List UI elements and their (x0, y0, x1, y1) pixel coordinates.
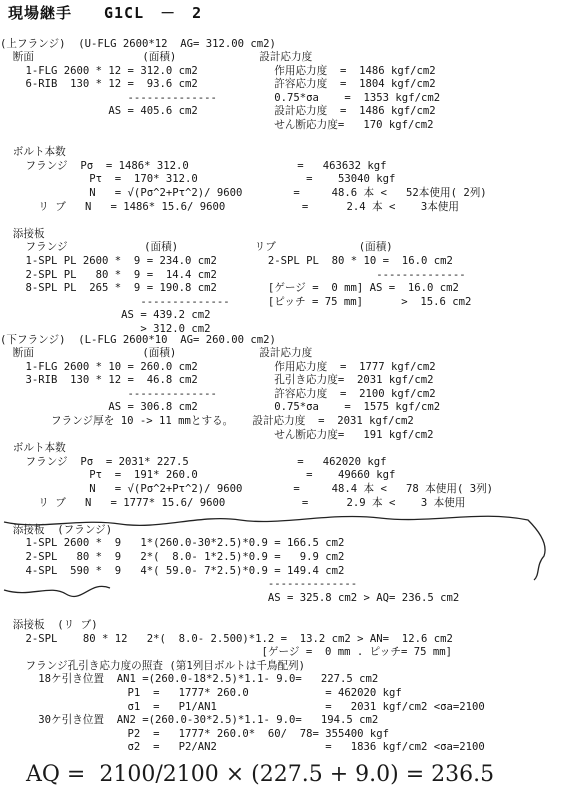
lower-line: N = √(Pσ^2+Pτ^2)/ 9600 = 48.4 本 < 78 本使用( 3列) (0, 483, 494, 495)
lower-line: Pτ = 191* 260.0 = 49660 kgf (0, 469, 396, 482)
upper-line: -------------- [ピッチ = 75 mm] > 15.6 cm2 (0, 295, 472, 308)
lower-line: フランジ Pσ = 2031* 227.5 = 462020 kgf (0, 455, 387, 468)
upper-line: ボルト本数 (0, 146, 66, 159)
lower-line: 2-SPL 80 * 12 2*( 8.0- 2.500)*1.2 = 13.2 cm2 > AN= 12.6 cm2 (0, 632, 453, 645)
upper-line: > 312.0 cm2 (0, 323, 211, 335)
lower-line: 4-SPL 590 * 9 4*( 59.0- 7*2.5)*0.9 = 149.4 cm2 (0, 564, 345, 577)
lower-line: 18ケ引き位置 AN1 =(260.0-18*2.5)*1.1- 9.0= 227.5 cm2 (0, 673, 379, 686)
lower-line: 添接板 (フランジ) (0, 523, 113, 536)
lower-line: -------------- (0, 578, 358, 591)
lower-flange-header: (下フランジ) (L-FLG 2600*10 AG= 260.00 cm2) (0, 334, 276, 346)
upper-line: 2-SPL PL 80 * 9 = 14.4 cm2 -------------- (0, 268, 466, 281)
upper-line: リ ブ N = 1486* 15.6/ 9600 = 2.4 本 < 3本使用 (0, 200, 459, 213)
upper-line: 断面 (面積) 設計応力度 (0, 51, 313, 63)
upper-line: 6-RIB 130 * 12 = 93.6 cm2 許容応力度 = 1804 kgf/cm2 (0, 78, 436, 91)
upper-line: -------------- 0.75*σa = 1353 kgf/cm2 (0, 91, 441, 104)
upper-line: フランジ (面積) リブ (面積) (0, 241, 393, 254)
upper-line: 添接板 (0, 227, 45, 240)
lower-line: 1-SPL 2600 * 9 1*(260.0-30*2.5)*0.9 = 166.5 cm2 (0, 537, 345, 550)
lower-line: P2 = 1777* 260.0* 60/ 78= 355400 kgf (0, 727, 390, 740)
lower-line: 30ケ引き位置 AN2 =(260.0-30*2.5)*1.1- 9.0= 194.5 cm2 (0, 714, 379, 727)
lower-line: 添接板 (リ ブ) (0, 619, 98, 631)
upper-line: 1-SPL PL 2600 * 9 = 234.0 cm2 2-SPL PL 80 * 10 = 16.0 cm2 (0, 255, 453, 267)
lower-line: σ2 = P2/AN2 = 1836 kgf/cm2 <σa=2100 (0, 741, 485, 754)
lower-line: 断面 (面積) 設計応力度 (0, 347, 313, 359)
upper-line: Pτ = 170* 312.0 = 53040 kgf (0, 173, 396, 186)
lower-line: 3-RIB 130 * 12 = 46.8 cm2 孔引き応力度= 2031 kgf/cm2 (0, 374, 434, 387)
upper-line: 8-SPL PL 265 * 9 = 190.8 cm2 [ゲージ = 0 mm] AS = 16.0 cm2 (0, 282, 459, 295)
upper-line: AS = 439.2 cm2 (0, 309, 211, 322)
lower-line: P1 = 1777* 260.0 = 462020 kgf (0, 687, 402, 699)
lower-line: せん断応力度= 191 kgf/cm2 (0, 428, 434, 441)
upper-line: N = √(Pσ^2+Pτ^2)/ 9600 = 48.6 本 < 52本使用( 2列) (0, 187, 487, 199)
lower-line: AS = 325.8 cm2 > AQ= 236.5 cm2 (0, 591, 460, 604)
lower-line: 1-FLG 2600 * 10 = 260.0 cm2 作用応力度 = 1777 kgf/cm2 (0, 360, 436, 373)
lower-line: [ゲージ = 0 mm . ピッチ= 75 mm] (0, 646, 452, 659)
lower-line: -------------- 許容応力度 = 2100 kgf/cm2 (0, 387, 436, 400)
lower-line: AS = 306.8 cm2 0.75*σa = 1575 kgf/cm2 (0, 401, 441, 414)
lower-line: フランジ厚を 10 -> 11 mmとする。 設計応力度 = 2031 kgf/cm2 (0, 415, 414, 427)
lower-line: フランジ孔引き応力度の照査 (第1列目ボルトは千鳥配列) (0, 659, 306, 672)
upper-line: 1-FLG 2600 * 12 = 312.0 cm2 作用応力度 = 1486 kgf/cm2 (0, 64, 436, 77)
lower-line: σ1 = P1/AN1 = 2031 kgf/cm2 <σa=2100 (0, 700, 485, 713)
lower-line: リ ブ N = 1777* 15.6/ 9600 = 2.9 本 < 3 本使用 (0, 496, 466, 509)
upper-line: AS = 405.6 cm2 設計応力度 = 1486 kgf/cm2 (0, 105, 436, 118)
handwritten-note: AQ = 2100/2100 × (227.5 + 9.0) = 236.5 (26, 762, 495, 787)
lower-line: 2-SPL 80 * 9 2*( 8.0- 1*2.5)*0.9 = 9.9 cm2 (0, 551, 345, 563)
upper-flange-header: (上フランジ) (U-FLG 2600*12 AG= 312.00 cm2) (0, 38, 276, 50)
lower-line: ボルト本数 (0, 442, 66, 455)
upper-line: フランジ Pσ = 1486* 312.0 = 463632 kgf (0, 159, 387, 172)
upper-line: せん断応力度= 170 kgf/cm2 (0, 119, 434, 131)
page-title: 現場継手 G1CL － 2 (8, 4, 203, 22)
